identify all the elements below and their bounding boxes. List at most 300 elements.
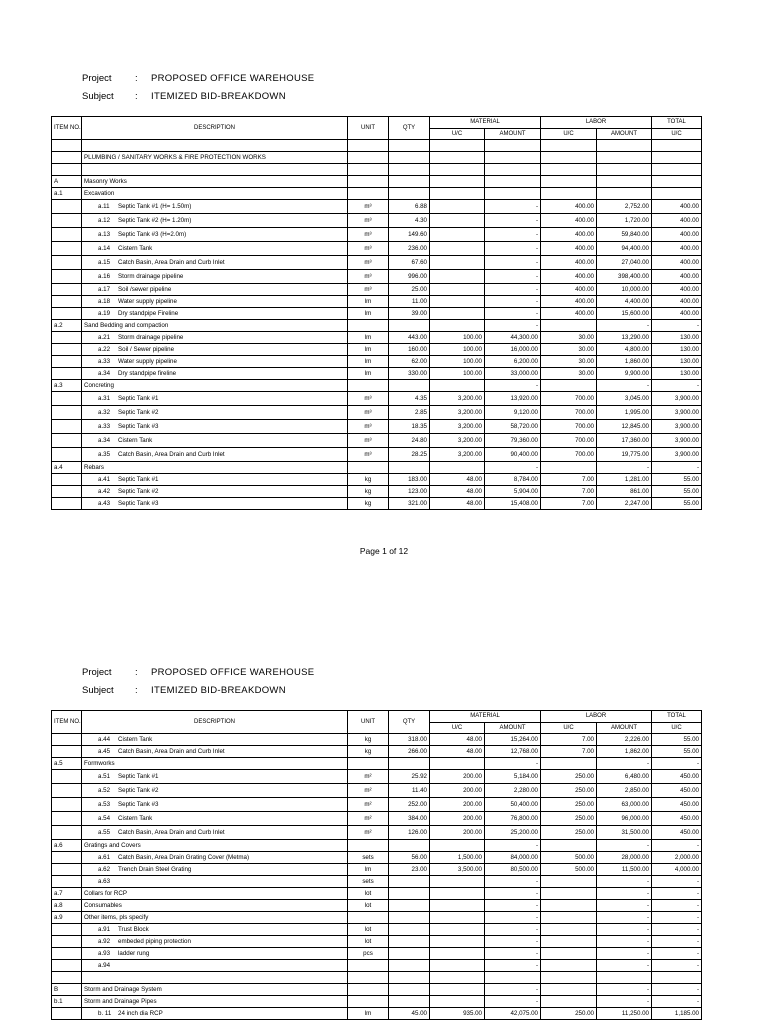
- empty-cell: [652, 164, 702, 176]
- material-uc-cell: 935.00: [430, 1008, 485, 1020]
- material-uc-cell: [430, 242, 485, 256]
- table-row: [52, 214, 702, 228]
- item-no-cell: [52, 242, 82, 256]
- qty-cell: [389, 876, 430, 888]
- total-uc-cell: -: [652, 462, 702, 474]
- labor-amount-cell: 10,000.00: [597, 284, 652, 296]
- sub-item-code: a.55: [98, 829, 111, 836]
- col-labor: LABOR: [541, 117, 652, 129]
- sub-item-description: Septic Tank #3: [118, 801, 159, 808]
- labor-amount-cell: -: [597, 936, 652, 948]
- empty-cell: [485, 972, 541, 984]
- sub-item-code: a.14: [98, 245, 111, 252]
- empty-cell: [430, 972, 485, 984]
- labor-uc-cell: 7.00: [541, 734, 597, 746]
- unit-cell: m³: [348, 406, 389, 420]
- empty-cell: [597, 164, 652, 176]
- labor-amount-cell: -: [597, 320, 652, 332]
- sub-item-description: Trust Block: [118, 926, 149, 933]
- labor-amount-cell: 96,000.00: [597, 812, 652, 826]
- qty-cell: 67.60: [389, 256, 430, 270]
- item-no-cell: [52, 368, 82, 380]
- unit-cell: lm: [348, 864, 389, 876]
- project-name: PROPOSED OFFICE WAREHOUSE: [151, 73, 315, 84]
- description-cell: [82, 228, 348, 242]
- total-uc-cell: 3,900.00: [652, 434, 702, 448]
- total-uc-cell: 55.00: [652, 746, 702, 758]
- description-cell: [82, 924, 348, 936]
- subject-name: ITEMIZED BID-BREAKDOWN: [151, 91, 286, 102]
- material-amount-cell: 25,200.00: [485, 826, 541, 840]
- labor-uc-cell: 7.00: [541, 474, 597, 486]
- total-uc-cell: -: [652, 900, 702, 912]
- material-amount-cell: 16,000.00: [485, 344, 541, 356]
- material-uc-cell: 200.00: [430, 812, 485, 826]
- item-no-cell: [52, 420, 82, 434]
- empty-cell: [389, 164, 430, 176]
- table-body-page-1: [52, 140, 702, 510]
- item-no-cell: a.4: [52, 462, 82, 474]
- material-uc-cell: 100.00: [430, 332, 485, 344]
- total-uc-cell: -: [652, 320, 702, 332]
- sub-item-description: Storm drainage pipeline: [118, 334, 184, 341]
- material-uc-cell: 3,200.00: [430, 392, 485, 406]
- unit-cell: [348, 840, 389, 852]
- sub-item-description: Septic Tank #3: [118, 500, 159, 507]
- total-uc-cell: 400.00: [652, 296, 702, 308]
- sub-item-code: a.91: [98, 926, 111, 933]
- sub-item-code: a.13: [98, 231, 111, 238]
- item-no-cell: [52, 498, 82, 510]
- labor-amount-cell: 1,281.00: [597, 474, 652, 486]
- sub-item-description: Cistern Tank: [118, 245, 153, 252]
- empty-cell: [652, 972, 702, 984]
- total-uc-cell: 3,900.00: [652, 392, 702, 406]
- empty-cell: [389, 972, 430, 984]
- table-row: [52, 296, 702, 308]
- description-cell: Sand Bedding and compaction: [82, 320, 348, 332]
- material-amount-cell: -: [485, 296, 541, 308]
- total-uc-cell: 3,900.00: [652, 406, 702, 420]
- total-uc-cell: -: [652, 380, 702, 392]
- item-no-cell: [52, 406, 82, 420]
- material-uc-cell: 48.00: [430, 486, 485, 498]
- labor-amount-cell: 59,840.00: [597, 228, 652, 242]
- unit-cell: m³: [348, 392, 389, 406]
- material-uc-cell: 200.00: [430, 784, 485, 798]
- unit-cell: lm: [348, 1008, 389, 1020]
- empty-cell: [389, 140, 430, 152]
- labor-amount-cell: 27,040.00: [597, 256, 652, 270]
- description-cell: [82, 214, 348, 228]
- item-no-cell: [52, 876, 82, 888]
- qty-cell: [389, 900, 430, 912]
- material-uc-cell: [430, 284, 485, 296]
- labor-uc-cell: 250.00: [541, 1008, 597, 1020]
- table-row: [52, 784, 702, 798]
- sub-item-code: a.52: [98, 787, 111, 794]
- empty-cell: [597, 140, 652, 152]
- labor-uc-cell: 30.00: [541, 344, 597, 356]
- material-amount-cell: 2,280.00: [485, 784, 541, 798]
- material-amount-cell: -: [485, 912, 541, 924]
- qty-cell: [389, 758, 430, 770]
- table-row: [52, 888, 702, 900]
- qty-cell: [389, 912, 430, 924]
- labor-uc-cell: 500.00: [541, 864, 597, 876]
- qty-cell: [389, 888, 430, 900]
- labor-uc-cell: 700.00: [541, 448, 597, 462]
- description-cell: [82, 864, 348, 876]
- col-material-amount: AMOUNT: [485, 723, 541, 734]
- labor-uc-cell: [541, 320, 597, 332]
- material-amount-cell: 90,400.00: [485, 448, 541, 462]
- total-uc-cell: 130.00: [652, 368, 702, 380]
- item-no-cell: a.3: [52, 380, 82, 392]
- item-no-cell: [52, 344, 82, 356]
- material-uc-cell: [430, 308, 485, 320]
- item-no-cell: a.5: [52, 758, 82, 770]
- material-uc-cell: 48.00: [430, 746, 485, 758]
- material-amount-cell: -: [485, 876, 541, 888]
- labor-uc-cell: [541, 758, 597, 770]
- labor-uc-cell: [541, 380, 597, 392]
- total-uc-cell: 1,185.00: [652, 1008, 702, 1020]
- empty-cell: [430, 140, 485, 152]
- qty-cell: 236.00: [389, 242, 430, 256]
- material-amount-cell: 50,400.00: [485, 798, 541, 812]
- material-uc-cell: 200.00: [430, 826, 485, 840]
- material-uc-cell: [430, 152, 485, 164]
- unit-cell: m²: [348, 770, 389, 784]
- material-uc-cell: 3,200.00: [430, 448, 485, 462]
- labor-uc-cell: [541, 948, 597, 960]
- labor-amount-cell: 11,250.00: [597, 1008, 652, 1020]
- sub-item-description: Septic Tank #1: [118, 773, 159, 780]
- labor-uc-cell: 400.00: [541, 228, 597, 242]
- description-cell: [82, 734, 348, 746]
- total-uc-cell: -: [652, 924, 702, 936]
- description-cell: [82, 420, 348, 434]
- description-cell: [82, 936, 348, 948]
- sub-item-description: Catch Basin, Area Drain and Curb Inlet: [118, 829, 225, 836]
- table-row: [52, 332, 702, 344]
- sub-item-code: a.11: [98, 203, 110, 210]
- subject-label: Subject: [82, 91, 114, 102]
- qty-cell: [389, 176, 430, 188]
- labor-amount-cell: -: [597, 984, 652, 996]
- description-cell: [82, 876, 348, 888]
- qty-cell: 330.00: [389, 368, 430, 380]
- sub-item-code: a.41: [98, 476, 111, 483]
- material-uc-cell: [430, 462, 485, 474]
- material-amount-cell: 33,000.00: [485, 368, 541, 380]
- labor-uc-cell: 30.00: [541, 332, 597, 344]
- material-amount-cell: 58,720.00: [485, 420, 541, 434]
- sub-item-code: a.33: [98, 423, 111, 430]
- labor-amount-cell: 19,775.00: [597, 448, 652, 462]
- col-qty: QTY: [389, 711, 430, 734]
- labor-uc-cell: 7.00: [541, 486, 597, 498]
- labor-amount-cell: -: [597, 924, 652, 936]
- empty-cell: [82, 140, 348, 152]
- material-amount-cell: -: [485, 228, 541, 242]
- material-amount-cell: -: [485, 900, 541, 912]
- qty-cell: 62.00: [389, 356, 430, 368]
- material-amount-cell: -: [485, 996, 541, 1008]
- item-no-cell: [52, 486, 82, 498]
- table-row: [52, 448, 702, 462]
- subject-label: Subject: [82, 685, 114, 696]
- total-uc-cell: [652, 188, 702, 200]
- material-amount-cell: 15,264.00: [485, 734, 541, 746]
- sub-item-code: a.43: [98, 500, 111, 507]
- material-amount-cell: 79,360.00: [485, 434, 541, 448]
- bid-table-page-2: [51, 710, 702, 1020]
- material-amount-cell: 6,200.00: [485, 356, 541, 368]
- sub-item-description: Septic Tank #1: [118, 395, 159, 402]
- empty-cell: [430, 164, 485, 176]
- material-uc-cell: [430, 270, 485, 284]
- unit-cell: m³: [348, 420, 389, 434]
- labor-uc-cell: 400.00: [541, 200, 597, 214]
- material-amount-cell: -: [485, 462, 541, 474]
- col-total: TOTAL: [652, 117, 702, 129]
- description-cell: Storm and Drainage Pipes: [82, 996, 348, 1008]
- item-no-cell: [52, 924, 82, 936]
- qty-cell: 2.85: [389, 406, 430, 420]
- material-amount-cell: -: [485, 924, 541, 936]
- col-material-uc: U/C: [430, 129, 485, 140]
- labor-uc-cell: [541, 960, 597, 972]
- col-labor-amount: AMOUNT: [597, 723, 652, 734]
- total-uc-cell: 450.00: [652, 798, 702, 812]
- table-row: [52, 164, 702, 176]
- sub-item-description: Catch Basin, Area Drain Grating Cover (Metma): [118, 854, 250, 861]
- unit-cell: lot: [348, 936, 389, 948]
- qty-cell: 11.00: [389, 296, 430, 308]
- unit-cell: kg: [348, 498, 389, 510]
- labor-uc-cell: 400.00: [541, 308, 597, 320]
- total-uc-cell: 450.00: [652, 826, 702, 840]
- material-uc-cell: 200.00: [430, 798, 485, 812]
- description-cell: Gratings and Covers: [82, 840, 348, 852]
- description-cell: [82, 270, 348, 284]
- labor-amount-cell: 15,600.00: [597, 308, 652, 320]
- qty-cell: [389, 840, 430, 852]
- description-cell: Rebars: [82, 462, 348, 474]
- labor-uc-cell: [541, 924, 597, 936]
- table-row: [52, 152, 702, 164]
- qty-cell: 28.25: [389, 448, 430, 462]
- sub-item-description: Septic Tank #1 (H= 1.50m): [118, 203, 192, 210]
- qty-cell: 25.92: [389, 770, 430, 784]
- project-label: Project: [82, 667, 112, 678]
- unit-cell: sets: [348, 876, 389, 888]
- description-cell: [82, 368, 348, 380]
- col-description: DESCRIPTION: [82, 117, 348, 140]
- empty-cell: [597, 972, 652, 984]
- unit-cell: [348, 912, 389, 924]
- qty-cell: 266.00: [389, 746, 430, 758]
- table-row: [52, 840, 702, 852]
- sub-item-code: a.35: [98, 451, 111, 458]
- unit-cell: [348, 176, 389, 188]
- table-row: [52, 864, 702, 876]
- labor-amount-cell: 94,400.00: [597, 242, 652, 256]
- table-row: [52, 770, 702, 784]
- col-material: MATERIAL: [430, 711, 541, 723]
- labor-amount-cell: 63,000.00: [597, 798, 652, 812]
- empty-cell: [541, 972, 597, 984]
- description-cell: [82, 242, 348, 256]
- material-amount-cell: -: [485, 948, 541, 960]
- labor-amount-cell: 28,000.00: [597, 852, 652, 864]
- description-cell: Consumables: [82, 900, 348, 912]
- item-no-cell: [52, 296, 82, 308]
- total-uc-cell: 400.00: [652, 270, 702, 284]
- total-uc-cell: 400.00: [652, 284, 702, 296]
- qty-cell: 45.00: [389, 1008, 430, 1020]
- sub-item-code: a.92: [98, 938, 111, 945]
- unit-cell: [348, 380, 389, 392]
- item-no-cell: [52, 308, 82, 320]
- sub-item-code: a.12: [98, 217, 111, 224]
- unit-cell: lm: [348, 356, 389, 368]
- total-uc-cell: -: [652, 840, 702, 852]
- item-no-cell: a.2: [52, 320, 82, 332]
- sub-item-code: b. 11: [98, 1010, 112, 1017]
- qty-cell: 56.00: [389, 852, 430, 864]
- qty-cell: 149.60: [389, 228, 430, 242]
- labor-uc-cell: 30.00: [541, 356, 597, 368]
- sub-item-code: a.53: [98, 801, 111, 808]
- empty-cell: [52, 164, 82, 176]
- sub-item-code: a.34: [98, 437, 111, 444]
- empty-cell: [52, 140, 82, 152]
- table-row: [52, 798, 702, 812]
- sub-item-description: Septic Tank #3 (H=2.0m): [118, 231, 187, 238]
- sub-item-code: a.18: [98, 298, 111, 305]
- total-uc-cell: 400.00: [652, 200, 702, 214]
- col-labor: LABOR: [541, 711, 652, 723]
- table-row: [52, 826, 702, 840]
- unit-cell: kg: [348, 486, 389, 498]
- item-no-cell: [52, 812, 82, 826]
- labor-uc-cell: [541, 176, 597, 188]
- labor-amount-cell: 4,800.00: [597, 344, 652, 356]
- material-amount-cell: -: [485, 284, 541, 296]
- material-amount-cell: -: [485, 936, 541, 948]
- total-uc-cell: -: [652, 876, 702, 888]
- description-cell: [82, 746, 348, 758]
- table-row: [52, 176, 702, 188]
- labor-uc-cell: [541, 936, 597, 948]
- unit-cell: lm: [348, 308, 389, 320]
- total-uc-cell: -: [652, 960, 702, 972]
- qty-cell: 25.00: [389, 284, 430, 296]
- labor-uc-cell: [541, 152, 597, 164]
- col-unit: UNIT: [348, 711, 389, 734]
- labor-uc-cell: 250.00: [541, 798, 597, 812]
- material-uc-cell: [430, 984, 485, 996]
- description-cell: [82, 308, 348, 320]
- table-row: [52, 758, 702, 770]
- material-uc-cell: [430, 960, 485, 972]
- sub-item-code: a.44: [98, 736, 111, 743]
- material-uc-cell: [430, 948, 485, 960]
- labor-uc-cell: 400.00: [541, 214, 597, 228]
- sub-item-description: Septic Tank #1: [118, 476, 159, 483]
- material-uc-cell: [430, 228, 485, 242]
- material-uc-cell: 100.00: [430, 368, 485, 380]
- project-label: Project: [82, 73, 112, 84]
- empty-cell: [52, 972, 82, 984]
- labor-amount-cell: 13,290.00: [597, 332, 652, 344]
- material-uc-cell: [430, 888, 485, 900]
- material-amount-cell: -: [485, 270, 541, 284]
- unit-cell: [348, 984, 389, 996]
- col-total-uc: U/C: [652, 723, 702, 734]
- table-row: [52, 420, 702, 434]
- unit-cell: kg: [348, 746, 389, 758]
- material-uc-cell: 200.00: [430, 770, 485, 784]
- sub-item-description: embeded piping protection: [118, 938, 191, 945]
- col-item-no: ITEM NO.: [52, 711, 82, 734]
- item-no-cell: B: [52, 984, 82, 996]
- item-no-cell: a.7: [52, 888, 82, 900]
- description-cell: [82, 1008, 348, 1020]
- material-uc-cell: [430, 188, 485, 200]
- table-row: [52, 996, 702, 1008]
- labor-amount-cell: 1,860.00: [597, 356, 652, 368]
- total-uc-cell: [652, 176, 702, 188]
- description-cell: [82, 798, 348, 812]
- table-row: [52, 320, 702, 332]
- qty-cell: 996.00: [389, 270, 430, 284]
- sub-item-description: Water supply pipeline: [118, 298, 177, 305]
- labor-amount-cell: 12,845.00: [597, 420, 652, 434]
- sub-item-description: Soil / Sewer pipeline: [118, 346, 175, 353]
- description-cell: Masonry Works: [82, 176, 348, 188]
- sub-item-description: 24 inch dia RCP: [118, 1010, 163, 1017]
- qty-cell: 443.00: [389, 332, 430, 344]
- material-uc-cell: [430, 936, 485, 948]
- qty-cell: 252.00: [389, 798, 430, 812]
- subject-colon: :: [135, 91, 138, 102]
- description-cell: [82, 344, 348, 356]
- item-no-cell: [52, 356, 82, 368]
- empty-cell: [348, 164, 389, 176]
- table-row: [52, 308, 702, 320]
- item-no-cell: [52, 392, 82, 406]
- unit-cell: lm: [348, 368, 389, 380]
- material-uc-cell: 3,200.00: [430, 434, 485, 448]
- material-amount-cell: [485, 188, 541, 200]
- table-row: [52, 242, 702, 256]
- total-uc-cell: -: [652, 936, 702, 948]
- qty-cell: [389, 960, 430, 972]
- total-uc-cell: -: [652, 912, 702, 924]
- unit-cell: m³: [348, 214, 389, 228]
- qty-cell: 384.00: [389, 812, 430, 826]
- material-amount-cell: -: [485, 984, 541, 996]
- material-amount-cell: -: [485, 200, 541, 214]
- material-uc-cell: [430, 876, 485, 888]
- sub-item-code: a.62: [98, 866, 111, 873]
- table-row: [52, 852, 702, 864]
- total-uc-cell: 55.00: [652, 734, 702, 746]
